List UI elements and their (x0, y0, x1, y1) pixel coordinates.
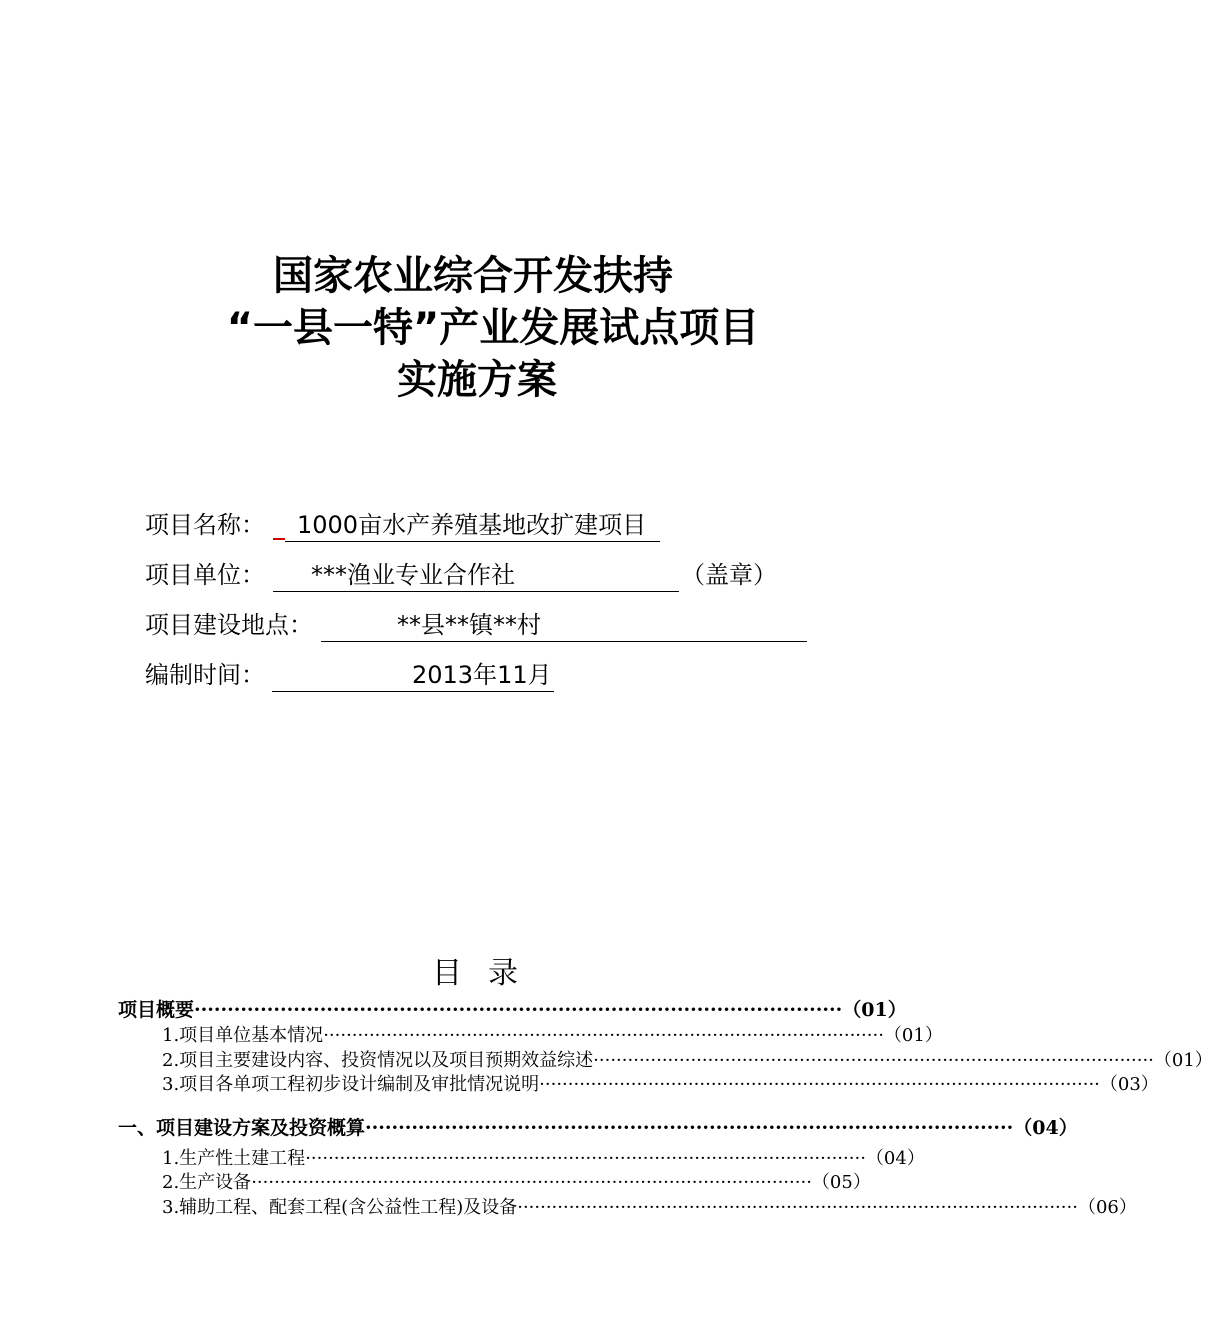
cover-title-line-1: 国家农业综合开发扶持 (273, 253, 673, 299)
toc-entry-page: （04） (1013, 1117, 1078, 1139)
toc-title: 目录 (432, 956, 544, 991)
toc-entry-text: 3.辅助工程、配套工程(含公益性工程)及设备 (162, 1197, 518, 1218)
toc-entry[interactable] (162, 1024, 943, 1048)
field-label: 编制时间： (145, 661, 265, 689)
toc-leader-dots: ·································································································· (251, 1172, 812, 1193)
toc-entry-page: （01） (842, 999, 907, 1021)
toc-entry[interactable] (162, 1049, 1213, 1073)
field-value-line (285, 508, 660, 542)
toc-leader-dots: ·································································································· (365, 1117, 1014, 1139)
field-label: 项目单位： (145, 561, 265, 589)
toc-leader-dots: ·································································································· (539, 1074, 1100, 1095)
toc-leader-dots: ·································································································· (517, 1197, 1078, 1218)
toc-entry-text: 3.项目各单项工程初步设计编制及审批情况说明 (162, 1074, 540, 1095)
field-label: 项目名称： (145, 511, 265, 539)
toc-leader-dots: ·································································································· (593, 1050, 1154, 1071)
toc-entry-page: （04） (865, 1148, 925, 1169)
toc-entry[interactable] (162, 1196, 1137, 1220)
toc-entry-page: （01） (1153, 1050, 1213, 1071)
toc-entry-page: （06） (1077, 1197, 1137, 1218)
toc-entry[interactable] (118, 1116, 1078, 1140)
location-value: **县**镇**村 (397, 611, 541, 639)
toc-entry[interactable] (118, 998, 907, 1022)
field-date (145, 658, 745, 692)
red-underline-mark (273, 538, 285, 540)
toc-entry-text: 2.项目主要建设内容、投资情况以及项目预期效益综述 (162, 1050, 594, 1071)
toc-entry-text: 项目概要 (118, 999, 195, 1021)
toc-entry[interactable] (162, 1171, 871, 1195)
field-value-line (321, 608, 807, 642)
toc-entry-text: 1.生产性土建工程 (162, 1148, 306, 1169)
field-value-line (273, 558, 679, 592)
project-name-value: 1000亩水产养殖基地改扩建项目 (297, 511, 647, 539)
toc-leader-dots: ·································································································· (323, 1025, 884, 1046)
toc-entry-text: 一、项目建设方案及投资概算 (118, 1117, 366, 1139)
toc-entry[interactable] (162, 1073, 1159, 1097)
toc-leader-dots: ·································································································· (305, 1148, 866, 1169)
toc-entry-page: （01） (883, 1025, 943, 1046)
seal-note: （盖章） (681, 561, 777, 589)
field-label: 项目建设地点： (145, 611, 313, 639)
cover-title-line-2: “一县一特”产业发展试点项目 (226, 305, 760, 351)
field-project-name (145, 508, 745, 542)
toc-entry-page: （03） (1099, 1074, 1159, 1095)
field-location (145, 608, 845, 642)
date-value: 2013年11月 (412, 661, 552, 689)
cover-title-line-3: 实施方案 (397, 357, 557, 403)
toc-entry-text: 2.生产设备 (162, 1172, 252, 1193)
field-value-line (272, 658, 554, 692)
project-unit-value: ***渔业专业合作社 (311, 561, 515, 589)
toc-entry-page: （05） (811, 1172, 871, 1193)
toc-leader-dots: ·································································································· (194, 999, 843, 1021)
toc-entry[interactable] (162, 1147, 925, 1171)
toc-entry-text: 1.项目单位基本情况 (162, 1025, 324, 1046)
field-project-unit (145, 558, 845, 592)
